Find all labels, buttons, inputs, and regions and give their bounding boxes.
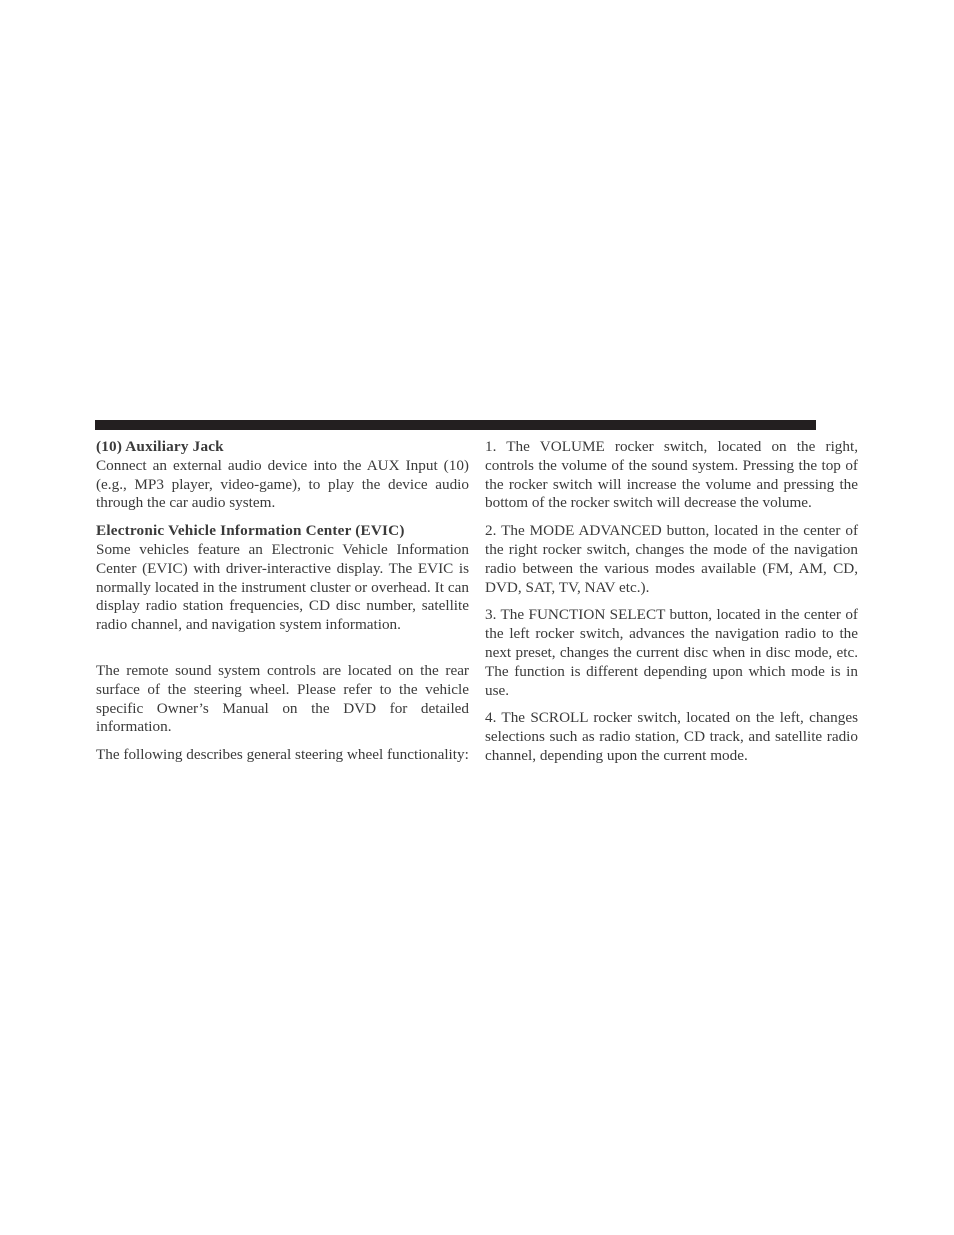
evic-text: Some vehicles feature an Electronic Vehicle Information Center (EVIC) with driver-interactive display. The EVIC is normally located in the instrument cluster or overhead. It can display radio station frequencies, CD disc number, satellite radio channel, and navigation system information. <box>96 540 469 634</box>
auxiliary-jack-text: Connect an external audio device into the AUX Input (10) (e.g., MP3 player, video-game), to play the device audio through the car audio system. <box>96 456 469 512</box>
left-column <box>96 438 469 774</box>
function-select-item: 3. The FUNCTION SELECT button, located in the center of the left rocker switch, advances the navigation radio to the next preset, changes the current disc when in disc mode, etc. The function is different depending upon which mode is in use. <box>485 606 858 699</box>
section-divider-bar <box>95 420 816 430</box>
steering-functions-intro: The following describes general steering wheel functionality: <box>96 746 469 764</box>
section-gap <box>96 644 469 662</box>
auxiliary-jack-heading: (10) Auxiliary Jack <box>96 438 224 455</box>
mode-advanced-item: 2. The MODE ADVANCED button, located in the center of the right rocker switch, changes the mode of the navigation radio between the various modes available (FM, AM, CD, DVD, SAT, TV, NAV etc.). <box>485 522 858 596</box>
remote-controls-text: The remote sound system controls are located on the rear surface of the steering wheel. Please refer to the vehicle specific Owner’s Manual on the DVD for detailed information. <box>96 661 469 736</box>
volume-switch-item: 1. The VOLUME rocker switch, located on the right, controls the volume of the sound system. Pressing the top of the rocker switch will increase the volume and pressing the bottom of the rocker switch will decrease the volume. <box>485 438 858 512</box>
right-column <box>485 438 858 775</box>
scroll-switch-item: 4. The SCROLL rocker switch, located on the left, changes selections such as radio station, CD track, and satellite radio channel, depending upon the current mode. <box>485 709 858 764</box>
evic-heading: Electronic Vehicle Information Center (EVIC) <box>96 522 405 540</box>
